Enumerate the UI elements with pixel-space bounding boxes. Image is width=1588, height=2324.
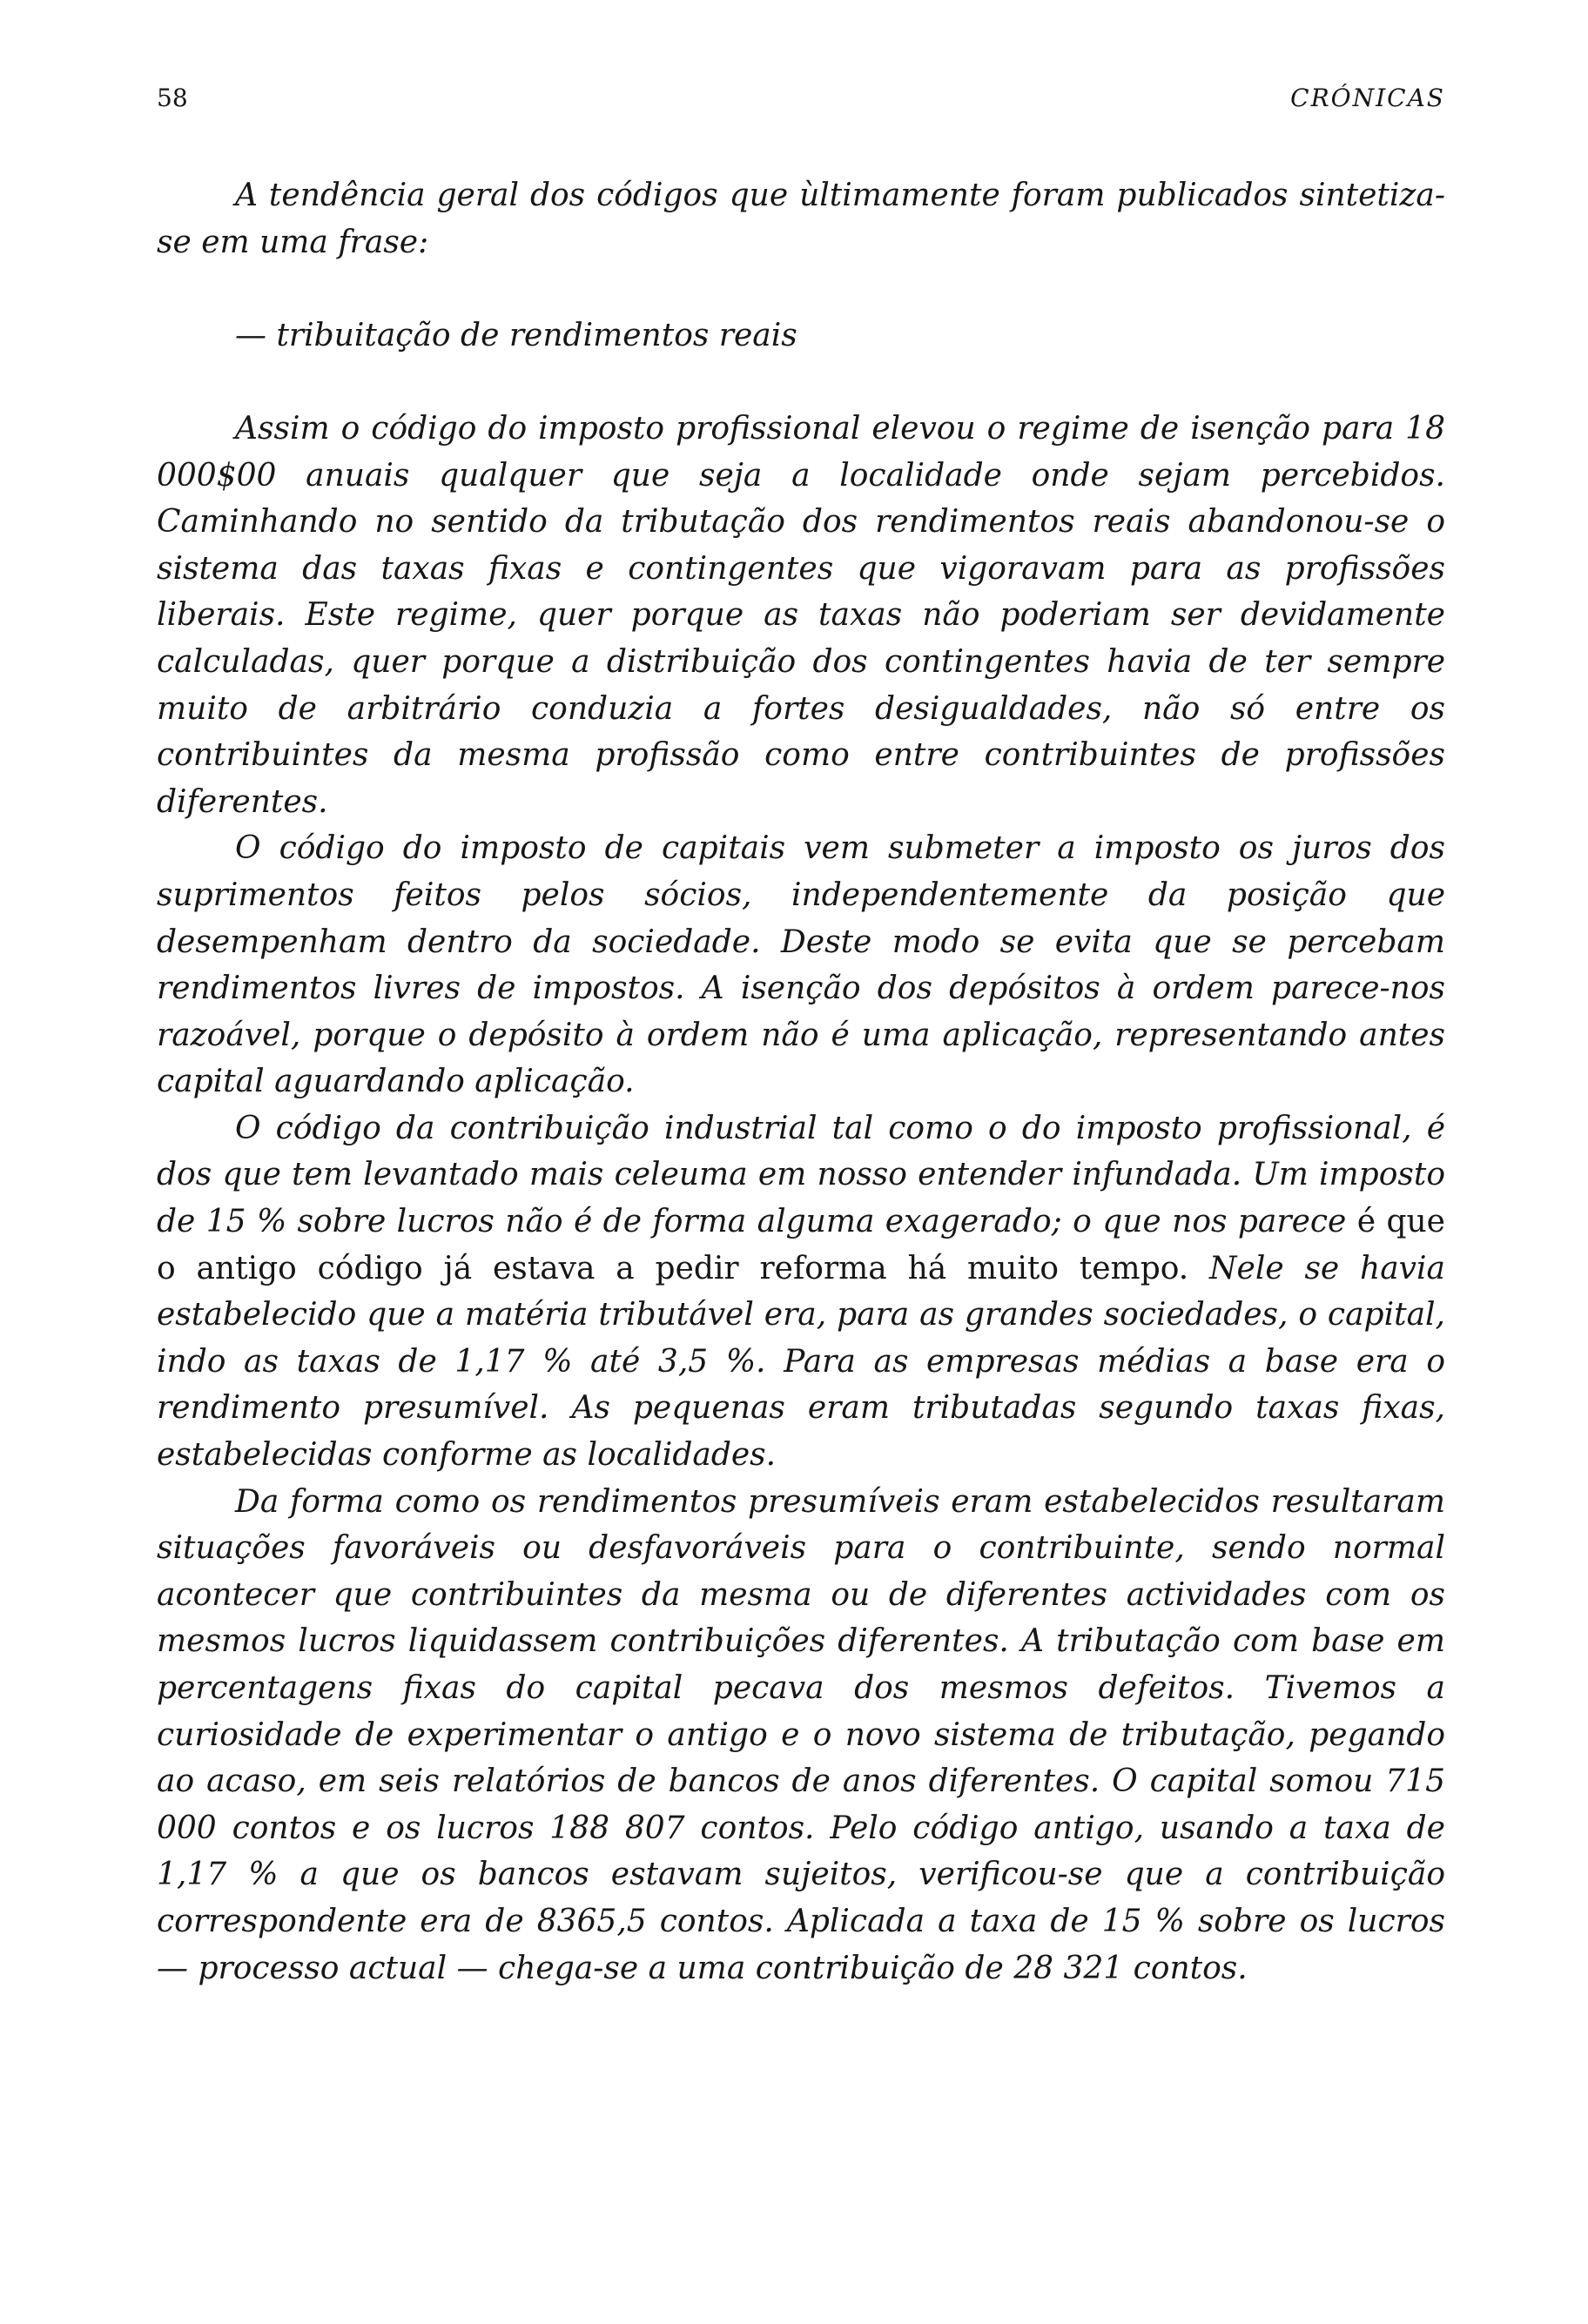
page-number: 58: [157, 84, 188, 112]
paragraph-motto: — tribuitação de rendimentos reais: [235, 317, 797, 353]
paragraph-rendimentos-presumiveis: Da forma como os rendimentos presumíveis eram estabelecidos resultaram situações favoráveis ou desfavoráveis para o contribuinte, sendo normal acontecer que contribuintes da mesma ou de diferentes actividades com os mesmos lucros liquidassem contribuições diferentes. A tributação com base em percentagens fixas do capital pecava dos mesmos defeitos. Tivemos a curiosidade de experimentar o antigo e o novo sistema de tributação, pegando ao acaso, em seis relatórios de bancos de anos diferentes. O capital somou 715 000 contos e os lucros 188 807 contos. Pelo código antigo, usando a taxa de 1,17 % a que os bancos estavam sujeitos, verificou-se que a contribuição correspondente era de 8365,5 contos. Aplicada a taxa de 15 % sobre os lucros — processo actual — chega-se a uma contribuição de 28 321 contos.: [157, 1483, 1445, 1986]
body-text: [157, 172, 1445, 1992]
running-head: CRÓNICAS: [1290, 84, 1445, 112]
paragraph-imposto-profissional: Assim o código do imposto profissional elevou o regime de isenção para 18 000$00 anuais qualquer que seja a localidade onde sejam percebidos. Caminhando no sentido da tributação dos rendimentos reais abandonou-se o sistema das taxas fixas e contingentes que vigoravam para as profissões liberais. Este regime, quer porque as taxas não poderiam ser devidamente calculadas, quer porque a distribuição dos contingentes havia de ter sempre muito de arbitrário conduzia a fortes desigualdades, não só entre os contribuintes da mesma profissão como entre contribuintes de profissões diferentes.: [157, 410, 1445, 820]
paragraph-text-italic: O código da contribuição industrial tal como o do imposto profissional, é dos que tem levantado mais celeuma em nosso entender infundada. Um imposto de 15 % sobre lucros não é de forma alguma exagerado; o que nos parece: [157, 1110, 1445, 1240]
paragraph-imposto-capitais: O código do imposto de capitais vem submeter a imposto os juros dos suprimentos feitos pelos sócios, independentemente da posição que desempenham dentro da sociedade. Deste modo se evita que se percebam rendimentos livres de impostos. A isenção dos depósitos à ordem parece-nos razoável, porque o depósito à ordem não é uma aplicação, representando antes capital aguardando aplicação.: [157, 830, 1445, 1100]
paragraph-text-italic: Nele se havia estabelecido que a matéria tributável era, para as grandes sociedades, o capital, indo as taxas de 1,17 % até 3,5 %. Para as empresas médias a base era o rendimento presumível. As pequenas eram tributadas segundo taxas fixas, estabelecidas conforme as localidades.: [157, 1250, 1445, 1474]
paragraph-text-roman: é que o antigo código já estava a pedir reforma há muito tempo.: [157, 1204, 1445, 1286]
paragraph-contribuicao-industrial: [157, 1105, 1445, 1479]
paragraph-intro: A tendência geral dos códigos que ùltimamente foram publicados sintetiza-se em uma frase:: [157, 178, 1445, 260]
page-header: [157, 84, 1445, 118]
